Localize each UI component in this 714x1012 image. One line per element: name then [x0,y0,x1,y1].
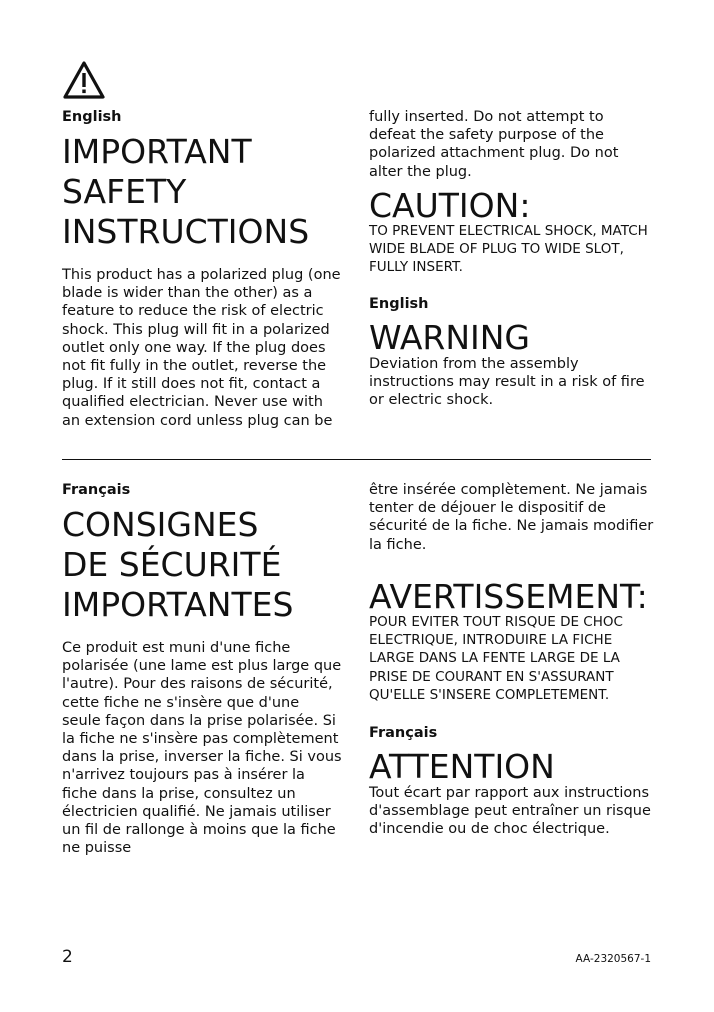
page-number: 2 [62,947,73,967]
warning-heading: WARNING [369,318,531,357]
language-label: English [62,109,122,125]
body-text-continued: fully inserted. Do not attempt to defeat the safety purpose of the polarized attachment plug. Do not alter the plug. [369,109,619,180]
caution-text: TO PREVENT ELECTRICAL SHOCK, MATCH WIDE BLADE OF PLUG TO WIDE SLOT, FULLY INSERT. [369,223,648,276]
section-title: IMPORTANT SAFETY INSTRUCTIONS [62,132,310,251]
attention-text: Tout écart par rapport aux instructions d'assemblage peut entraîner un risque d'incendie ou de choc électrique. [369,785,651,838]
language-label: Français [369,725,438,741]
warning-text: Deviation from the assembly instructions may result in a risk of fire or electric shock. [369,356,645,409]
body-text: Ce produit est muni d'une fiche polarisée (une lame est plus large que l'autre). Pour des raisons de sécurité, cette fiche ne s'insère que d'une seule façon dans la prise polarisée. Si la fiche ne s'insère pas complètement dans la prise, inverser la fiche. Si vous n'arrivez toujours pas à insérer la fiche dans la prise, consultez un électricien qualifié. Ne jamais utiliser un fil de rallonge à moins que la fiche ne puisse [62,640,342,857]
body-text-continued: être insérée complètement. Ne jamais tenter de déjouer le dispositif de sécurité de la fiche. Ne jamais modifier la fiche. [369,482,654,553]
caution-heading: CAUTION: [369,186,531,225]
section-title: CONSIGNES DE SÉCURITÉ IMPORTANTES [62,505,294,624]
attention-heading: ATTENTION [369,747,555,786]
document-code: AA-2320567-1 [575,953,651,965]
avertissement-text: POUR EVITER TOUT RISQUE DE CHOC ELECTRIQUE, INTRODUIRE LA FICHE LARGE DANS LA FENTE LARGE DE LA PRISE DE COURANT EN S'ASSURANT QU'ELLE S'INSERE COMPLETEMENT. [369,614,623,703]
language-label: English [369,296,429,312]
section-divider [62,459,651,460]
avertissement-heading: AVERTISSEMENT: [369,577,648,616]
warning-triangle-icon [62,60,106,100]
body-text: This product has a polarized plug (one blade is wider than the other) as a feature to reduce the risk of electric shock. This plug will fit in a polarized outlet only one way. If the plug does not fit fully in the outlet, reverse the plug. If it still does not fit, contact a qualified electrician. Never use with an extension cord unless plug can be [62,267,341,429]
language-label: Français [62,482,131,498]
